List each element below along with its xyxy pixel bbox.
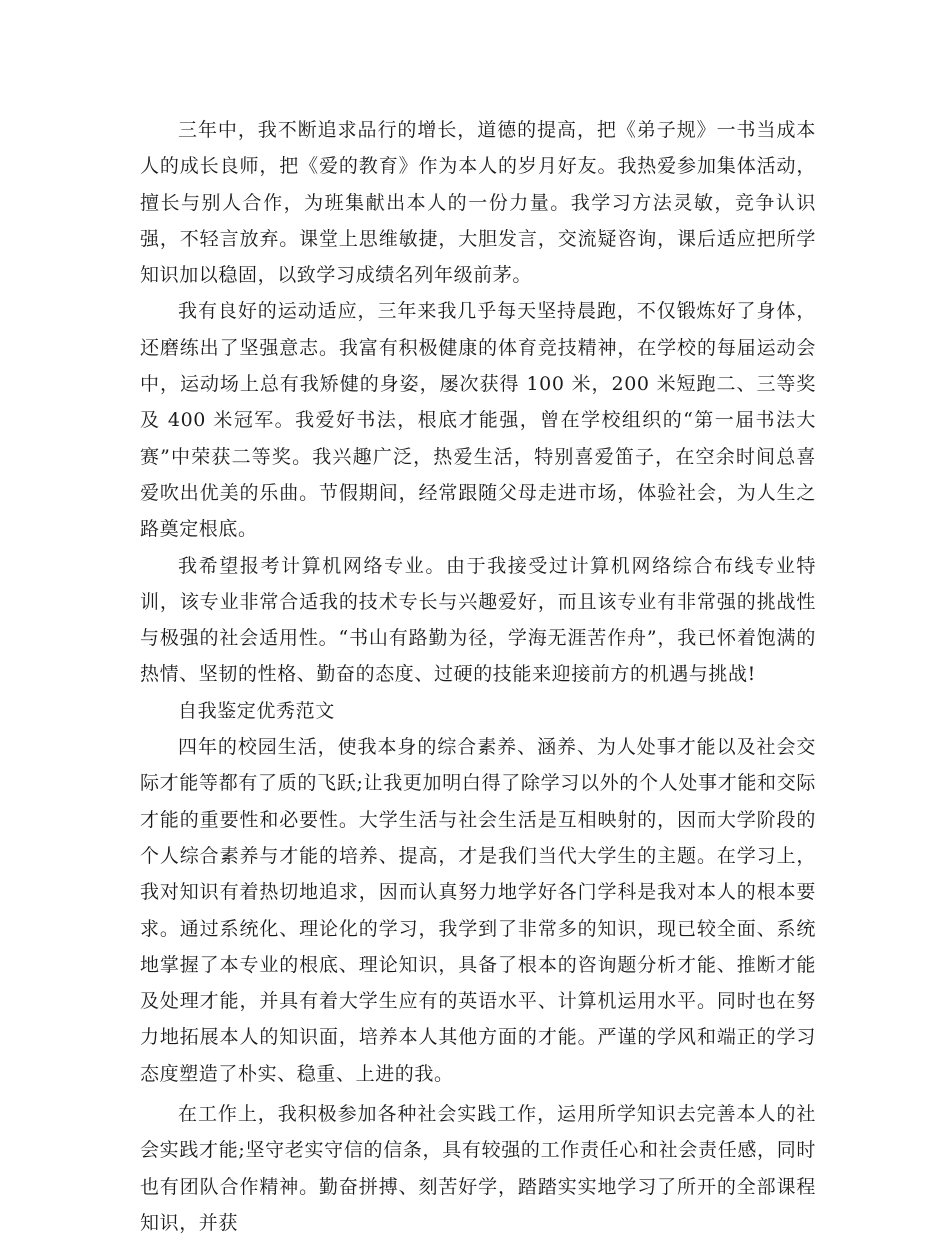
- section-heading: 自我鉴定优秀范文: [178, 699, 335, 722]
- paragraph-5: 在工作上，我积极参加各种社会实践工作，运用所学知识去完善本人的社会实践才能;坚守老实守信的信条，具有较强的工作责任心和社会责任感，同时也有团队合作精神。勤奋拼搏、刻苦好学，踏踏实实地学习了所开的全部课程知识，并获: [140, 1103, 816, 1234]
- paragraph-4: 四年的校园生活，使我本身的综合素养、涵养、为人处事才能以及社会交际才能等都有了质的飞跃;让我更加明白得了除学习以外的个人处事才能和交际才能的重要性和必要性。大学生活与社会生活是互相映射的，因而大学阶段的个人综合素养与才能的培养、提高，才是我们当代大学生的主题。在学习上，我对知识有着热切地追求，因而认真努力地学好各门学科是我对本人的根本要求。通过系统化、理论化的学习，我学到了非常多的知识，现已较全面、系统地掌握了本专业的根底、理论知识，具备了根本的咨询题分析才能、推断才能及处理才能，并具有着大学生应有的英语水平、计算机运用水平。同时也在努力地拓展本人的知识面，培养本人其他方面的才能。严谨的学风和端正的学习态度塑造了朴实、稳重、上进的我。: [140, 736, 816, 1085]
- document-body: [140, 112, 816, 1241]
- paragraph-2: 我有良好的运动适应，三年来我几乎每天坚持晨跑，不仅锻炼好了身体，还磨练出了坚强意志。我富有积极健康的体育竞技精神，在学校的每届运动会中，运动场上总有我矫健的身姿，屡次获得 100 米，200 米短跑二、三等奖及 400 米冠军。我爱好书法，根底才能强，曾在学校组织的“第一届书法大赛”中荣获二等奖。我兴趣广泛，热爱生活，特别喜爱笛子，在空余时间总喜爱吹出优美的乐曲。节假期间，经常跟随父母走进市场，体验社会，为人生之路奠定根底。: [140, 300, 816, 541]
- paragraph-1: 三年中，我不断追求品行的增长，道德的提高，把《弟子规》一书当成本人的成长良师，把《爱的教育》作为本人的岁月好友。我热爱参加集体活动，擅长与别人合作，为班集献出本人的一份力量。我学习方法灵敏，竞争认识强，不轻言放弃。课堂上思维敏捷，大胆发言，交流疑咨询，课后适应把所学知识加以稳固，以致学习成绩名列年级前茅。: [140, 119, 816, 287]
- paragraph-3: 我希望报考计算机网络专业。由于我接受过计算机网络综合布线专业特训，该专业非常合适我的技术专长与兴趣爱好，而且该专业有非常强的挑战性与极强的社会适用性。“书山有路勤为径，学海无涯苦作舟”，我已怀着饱满的热情、坚韧的性格、勤奋的态度、过硬的技能来迎接前方的机遇与挑战!: [140, 554, 816, 686]
